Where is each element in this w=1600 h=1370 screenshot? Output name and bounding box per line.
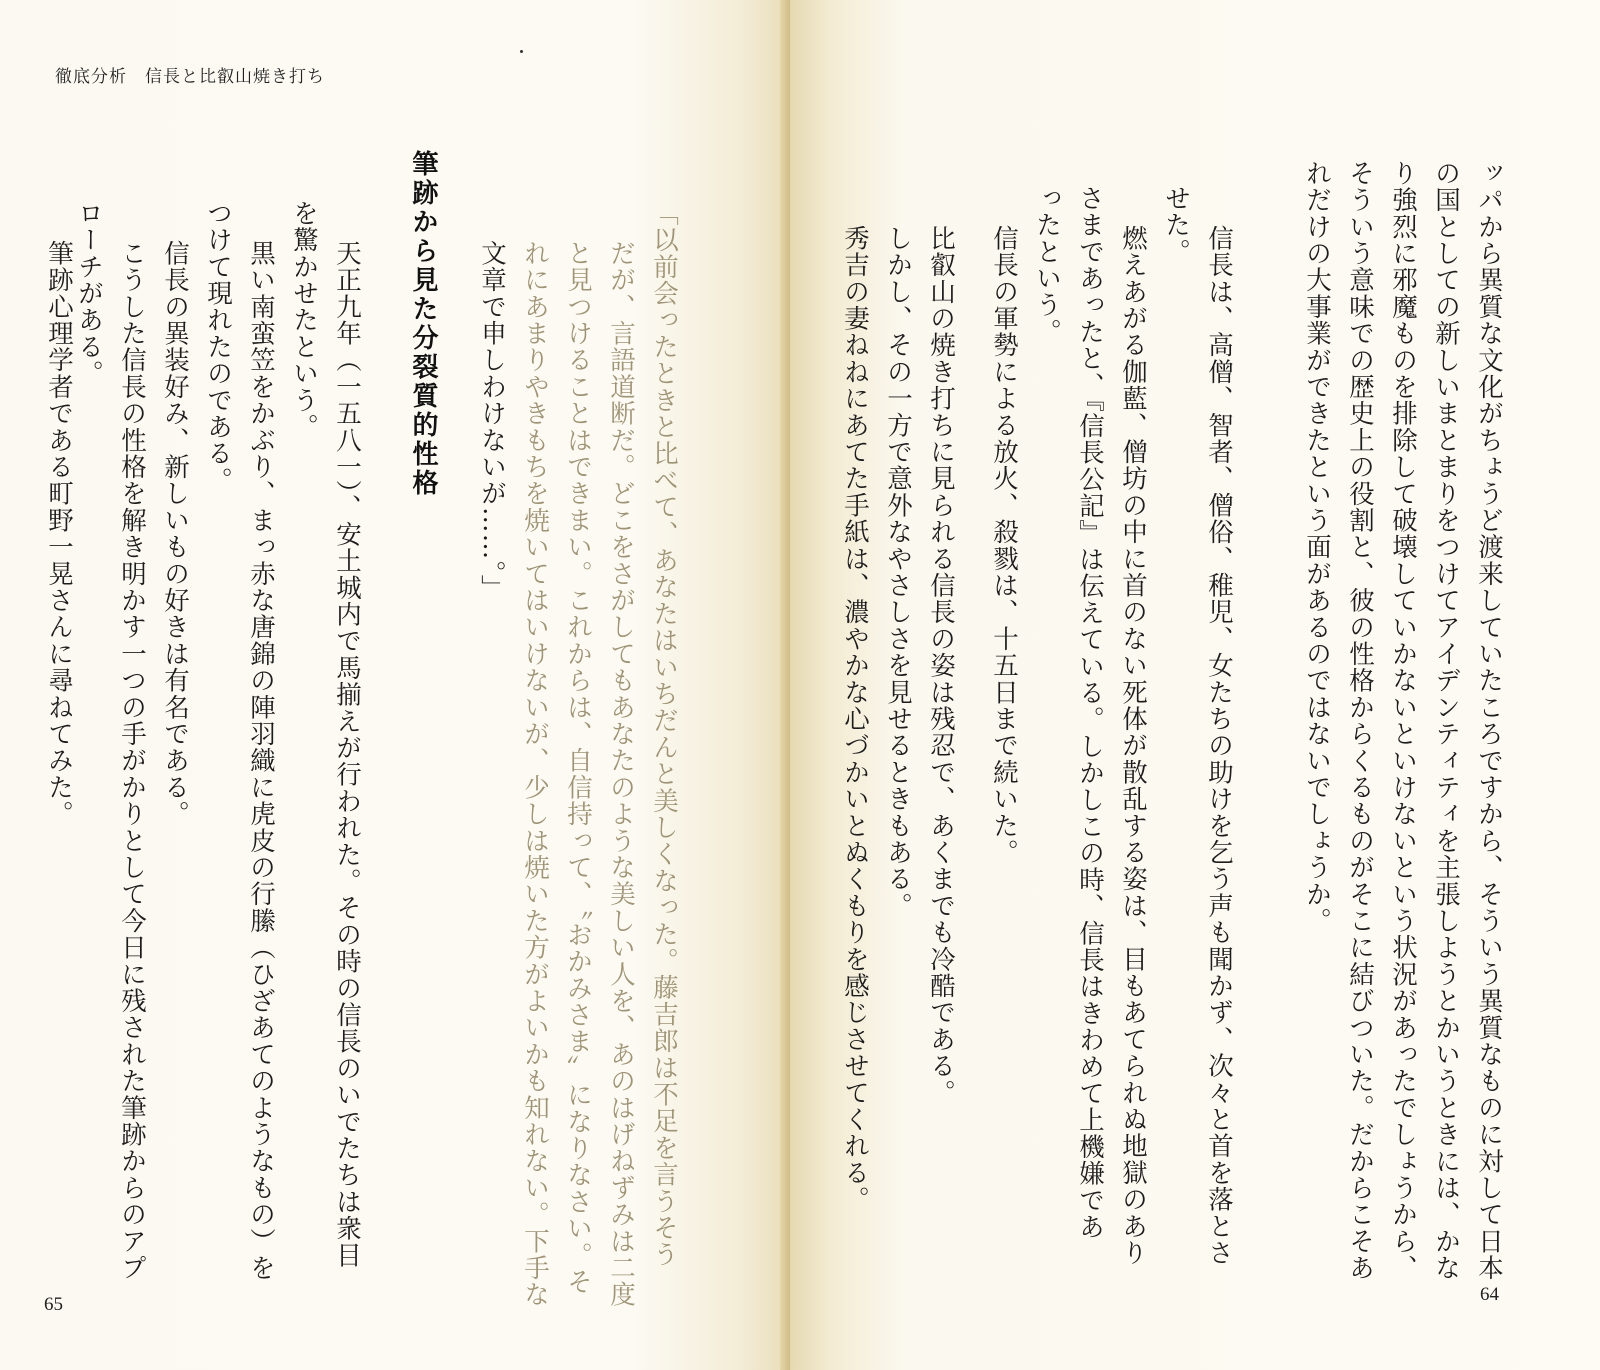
right-page <box>790 0 1600 1370</box>
body-line: 比叡山の焼き打ちに見られる信長の姿は残忍で、あくまでも冷酷である。 <box>926 225 956 1107</box>
body-line: 燃えあがる伽藍、僧坊の中に首のない死体が散乱する姿は、目もあてられぬ地獄のあり <box>1118 225 1148 1267</box>
running-head: 徹底分析 信長と比叡山焼き打ち <box>55 67 325 87</box>
body-line: 筆跡心理学者である町野一晃さんに尋ねてみた。 <box>44 240 74 828</box>
body-line: り強烈に邪魔ものを排除して破壊していかないといけないという状況があったでしょうから、 <box>1388 160 1418 1282</box>
quote-line: 「以前会ったときと比べて、あなたはいちだんと美しくなった。藤吉郎は不足を言うそう <box>649 200 679 1268</box>
body-line: を驚かせたという。 <box>289 200 319 441</box>
body-line: 秀吉の妻ねねにあてた手紙は、濃やかな心づかいとぬくもりを感じさせてくれる。 <box>840 225 870 1213</box>
page-number: 65 <box>44 1294 63 1315</box>
body-line: ローチがある。 <box>74 200 104 387</box>
quote-line: 文章で申しわけないが……。」 <box>477 240 507 602</box>
page-number: 64 <box>1480 1284 1499 1305</box>
quote-line: れにあまりやきもちを焼いてはいけないが、少しは焼いた方がよいかも知れない。下手な <box>520 240 550 1308</box>
body-line: こうした信長の性格を解き明かす一つの手がかりとして今日に残された筆跡からのアプ <box>117 240 147 1282</box>
left-page <box>0 0 790 1370</box>
quote-line: だが、言語道断だ。どこをさがしてもあなたのような美しい人を、あのはげねずみは二度 <box>606 240 636 1308</box>
body-line: の国としての新しいまとまりをつけてアイデンティティを主張しようとかいうときには、かな <box>1431 160 1461 1282</box>
body-line: 信長の軍勢による放火、殺戮は、十五日まで続いた。 <box>989 225 1019 866</box>
body-line: ったという。 <box>1032 185 1062 346</box>
body-line: そういう意味での歴史上の役割と、彼の性格からくるものがそこに結びついた。だからこそあ <box>1345 160 1375 1282</box>
body-line: 信長の異装好み、新しいもの好きは有名である。 <box>160 240 190 828</box>
body-line: れだけの大事業ができたという面があるのではないでしょうか。 <box>1302 160 1332 935</box>
quote-line: と見つけることはできまい。これからは、自信持って、〝おかみさま〟になりなさい。そ <box>563 240 593 1296</box>
body-line: せた。 <box>1161 185 1191 266</box>
body-line: しかし、その一方で意外なやさしさを見せるときもある。 <box>883 225 913 920</box>
section-heading: 筆跡から見た分裂質的性格 <box>408 150 438 498</box>
body-line: 信長は、高僧、智者、僧俗、稚児、女たちの助けを乞う声も聞かず、次々と首を落とさ <box>1204 225 1234 1267</box>
print-speck <box>520 50 523 53</box>
body-line: ッパから異質な文化がちょうど渡来していたころですから、そういう異質なものに対して日本 <box>1474 160 1504 1282</box>
body-line: 天正九年（一五八一）、安土城内で馬揃えが行われた。その時の信長のいでたちは衆目 <box>332 240 362 1269</box>
body-line: つけて現れたのである。 <box>203 200 233 494</box>
body-line: さまであったと、『信長公記』は伝えている。しかしこの時、信長はきわめて上機嫌であ <box>1075 185 1105 1241</box>
body-line: 黒い南蛮笠をかぶり、まっ赤な唐錦の陣羽織に虎皮の行縢（ひざあてのようなもの）を <box>246 240 276 1282</box>
